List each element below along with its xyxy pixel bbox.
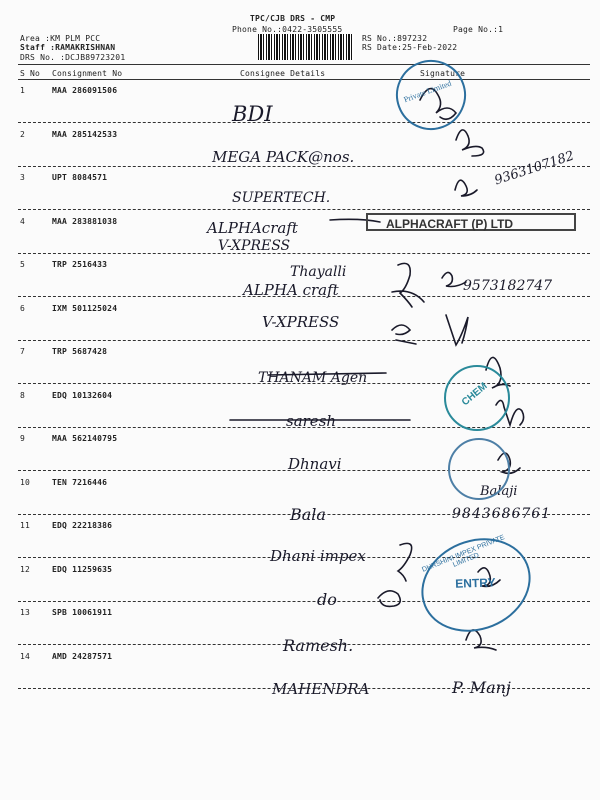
row-sno: 7 (20, 347, 26, 356)
row-sno: 6 (20, 303, 26, 313)
row-sno: 1 (20, 86, 26, 95)
handwriting-signature: Balaji (480, 484, 518, 499)
handwriting-consignee: THANAM Agen (258, 370, 368, 386)
alphacraft-stamp (366, 213, 576, 231)
rs-number: RS No.:897232 (362, 34, 428, 43)
phone-number: Phone No.:0422-3505555 (232, 25, 343, 34)
handwriting-signature: P. Manj (452, 678, 511, 697)
row-sno: 11 (20, 521, 31, 530)
row-consignment-number: IXM 501125024 (52, 303, 118, 313)
row-consignment-number: EDQ 22218386 (52, 521, 113, 530)
row-sno: 10 (20, 477, 31, 487)
handwriting-consignee: ALPHA craft (243, 281, 339, 299)
handwriting-consignee: V-XPRESS (218, 238, 291, 254)
row-consignment-number: UPT 8084571 (52, 173, 108, 182)
row-sno: 8 (20, 390, 26, 400)
row-consignment-number: AMD 24287571 (52, 651, 113, 661)
row-sno: 5 (20, 260, 26, 269)
row-consignment-number: EDQ 10132604 (52, 390, 113, 400)
row-sno: 12 (20, 564, 31, 574)
handwriting-consignee: Bala (290, 505, 326, 524)
row-consignment-number: MAA 562140795 (52, 434, 118, 443)
column-consignee: Consignee Details (240, 69, 326, 78)
row-consignment-number: TRP 2516433 (52, 260, 108, 269)
column-consignment: Consignment No (52, 69, 123, 78)
handwriting-consignee: BDI (232, 102, 273, 126)
handwriting-consignee: ALPHAcraft (207, 219, 298, 237)
row-consignment-number: MAA 283881038 (52, 216, 118, 226)
row-consignment-number: TRP 5687428 (52, 347, 108, 356)
stamp-text: Private Limited (402, 78, 453, 105)
stamp-text: ALPHACRAFT (P) LTD (386, 217, 514, 231)
drs-number: DRS No. :DCJB89723201 (20, 53, 126, 62)
row-consignment-number: SPB 10061911 (52, 608, 113, 617)
row-sno: 2 (20, 129, 26, 139)
row-sno: 9 (20, 434, 26, 443)
handwriting-consignee: Dhnavi (288, 455, 342, 473)
chem-seal-stamp (444, 365, 510, 431)
row-sno: 13 (20, 608, 31, 617)
handwriting-consignee: saresh (286, 412, 337, 430)
row-sno: 3 (20, 173, 26, 182)
handwriting-consignee: Thayalli (290, 264, 347, 280)
row-consignment-number: MAA 286091506 (52, 86, 118, 95)
row-sno: 4 (20, 216, 26, 226)
handwriting-phone: 9363107182 (492, 148, 577, 189)
stamp-text: CHEM (459, 380, 490, 409)
row-consignment-number: EDQ 11259635 (52, 564, 113, 574)
staff-label: Staff :RAMAKRISHNAN (20, 43, 116, 52)
handwriting-consignee: MAHENDRA (272, 680, 370, 698)
column-signature: Signature (420, 69, 466, 78)
round-seal-stamp (448, 438, 510, 500)
handwriting-consignee: do (317, 590, 337, 609)
handwriting-consignee: Ramesh. (283, 636, 354, 655)
row-consignment-number: MAA 285142533 (52, 129, 118, 139)
entry-stamp-text: ENTRY (455, 575, 496, 591)
handwriting-consignee: Dhani impex (270, 547, 366, 565)
area-label: Area :KM PLM PCC (20, 34, 101, 43)
row-sno: 14 (20, 651, 31, 661)
handwriting-consignee: SUPERTECH. (232, 190, 331, 206)
handwriting-phone: 9573182747 (463, 278, 553, 294)
stamp-text: DHRSHINI IMPEX PRIVATE LIMITED (421, 534, 506, 574)
handwriting-phone: 9843686761 (452, 506, 552, 522)
document-title: TPC/CJB DRS - CMP (250, 14, 336, 23)
column-sno: S No (20, 69, 41, 78)
row-consignment-number: TEN 7216446 (52, 477, 108, 487)
handwriting-consignee: V-XPRESS (262, 313, 340, 331)
page-number: Page No.:1 (453, 25, 504, 34)
handwriting-consignee: MEGA PACK@nos. (212, 148, 355, 166)
rs-date: RS Date:25-Feb-2022 (362, 43, 458, 52)
